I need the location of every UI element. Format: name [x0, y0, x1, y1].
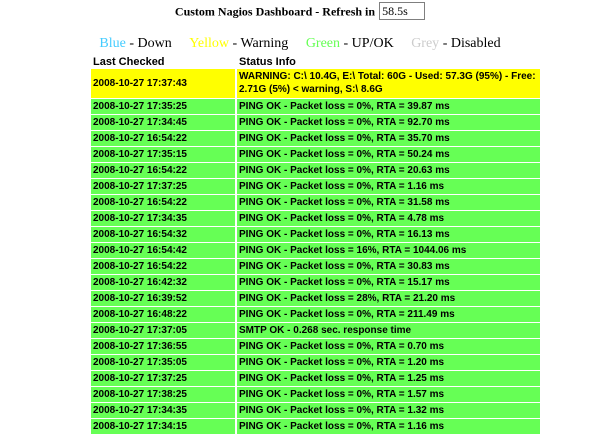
table-row [91, 403, 540, 418]
table-row [91, 291, 540, 306]
legend-label: - UP/OK [340, 36, 394, 51]
refresh-countdown-field[interactable]: 58.5s [379, 2, 425, 20]
last-checked-cell: 2008-10-27 16:54:22 [91, 195, 235, 210]
last-checked-cell: 2008-10-27 17:35:15 [91, 147, 235, 162]
legend-item-ok [306, 36, 394, 51]
table-row [91, 69, 540, 98]
status-info-cell: WARNING: C:\ 10.4G, E:\ Total: 60G - Used: 57.3G (95%) - Free: 2.71G (5%) < warning, S:\ 8.6G [237, 69, 540, 98]
table-row [91, 307, 540, 322]
table-row [91, 211, 540, 226]
status-info-cell: PING OK - Packet loss = 0%, RTA = 92.70 ms [237, 115, 540, 130]
table-row [91, 387, 540, 402]
last-checked-cell: 2008-10-27 17:36:55 [91, 339, 235, 354]
status-info-cell: PING OK - Packet loss = 0%, RTA = 1.16 ms [237, 179, 540, 194]
status-info-cell: PING OK - Packet loss = 0%, RTA = 0.70 ms [237, 339, 540, 354]
status-info-cell: PING OK - Packet loss = 0%, RTA = 15.17 ms [237, 275, 540, 290]
status-info-cell: PING OK - Packet loss = 0%, RTA = 35.70 ms [237, 131, 540, 146]
status-info-cell: PING OK - Packet loss = 0%, RTA = 50.24 ms [237, 147, 540, 162]
last-checked-cell: 2008-10-27 16:39:52 [91, 291, 235, 306]
table-row [91, 339, 540, 354]
legend-color-word: Yellow [189, 36, 230, 51]
column-header-status-info: Status Info [239, 56, 296, 68]
last-checked-cell: 2008-10-27 17:37:05 [91, 323, 235, 338]
status-info-cell: PING OK - Packet loss = 0%, RTA = 30.83 ms [237, 259, 540, 274]
last-checked-cell: 2008-10-27 17:37:25 [91, 179, 235, 194]
status-info-cell: PING OK - Packet loss = 0%, RTA = 16.13 ms [237, 227, 540, 242]
table-row [91, 115, 540, 130]
last-checked-cell: 2008-10-27 17:34:35 [91, 403, 235, 418]
last-checked-cell: 2008-10-27 17:34:15 [91, 419, 235, 434]
last-checked-cell: 2008-10-27 16:54:22 [91, 259, 235, 274]
table-row [91, 163, 540, 178]
table-row [91, 371, 540, 386]
status-legend [0, 35, 600, 53]
status-info-cell: PING OK - Packet loss = 0%, RTA = 20.63 ms [237, 163, 540, 178]
legend-item-disabled [411, 36, 500, 51]
status-info-cell: PING OK - Packet loss = 0%, RTA = 31.58 ms [237, 195, 540, 210]
last-checked-cell: 2008-10-27 17:34:45 [91, 115, 235, 130]
table-row [91, 131, 540, 146]
status-info-cell: PING OK - Packet loss = 16%, RTA = 1044.06 ms [237, 243, 540, 258]
last-checked-cell: 2008-10-27 16:54:32 [91, 227, 235, 242]
last-checked-cell: 2008-10-27 16:54:42 [91, 243, 235, 258]
status-info-cell: PING OK - Packet loss = 0%, RTA = 1.32 ms [237, 403, 540, 418]
last-checked-cell: 2008-10-27 17:37:43 [91, 69, 235, 98]
table-row [91, 323, 540, 338]
legend-item-down [99, 36, 171, 51]
legend-label: - Disabled [439, 36, 501, 51]
last-checked-cell: 2008-10-27 16:48:22 [91, 307, 235, 322]
status-info-cell: PING OK - Packet loss = 0%, RTA = 39.87 ms [237, 99, 540, 114]
status-info-cell: PING OK - Packet loss = 0%, RTA = 1.25 ms [237, 371, 540, 386]
last-checked-cell: 2008-10-27 17:37:25 [91, 371, 235, 386]
legend-color-word: Green [305, 36, 341, 51]
status-table [91, 69, 540, 435]
status-info-cell: PING OK - Packet loss = 0%, RTA = 1.16 ms [237, 419, 540, 434]
status-info-cell: PING OK - Packet loss = 0%, RTA = 4.78 ms [237, 211, 540, 226]
legend-label: - Warning [229, 36, 289, 51]
table-row [91, 227, 540, 242]
table-row [91, 275, 540, 290]
last-checked-cell: 2008-10-27 17:35:25 [91, 99, 235, 114]
table-row [91, 99, 540, 114]
status-info-cell: PING OK - Packet loss = 0%, RTA = 211.49 ms [237, 307, 540, 322]
legend-label: - Down [125, 36, 172, 51]
table-row [91, 243, 540, 258]
legend-item-warning [189, 36, 288, 51]
table-row [91, 419, 540, 434]
column-header-last-checked: Last Checked [93, 56, 165, 68]
page-title: Custom Nagios Dashboard - Refresh in [174, 4, 376, 19]
table-row [91, 355, 540, 370]
last-checked-cell: 2008-10-27 16:54:22 [91, 131, 235, 146]
table-row [91, 195, 540, 210]
last-checked-cell: 2008-10-27 17:38:25 [91, 387, 235, 402]
legend-color-word: Grey [411, 36, 440, 51]
table-row [91, 179, 540, 194]
table-row [91, 259, 540, 274]
last-checked-cell: 2008-10-27 17:34:35 [91, 211, 235, 226]
last-checked-cell: 2008-10-27 16:54:22 [91, 163, 235, 178]
status-info-cell: PING OK - Packet loss = 0%, RTA = 1.57 ms [237, 387, 540, 402]
last-checked-cell: 2008-10-27 17:35:05 [91, 355, 235, 370]
dashboard-header [0, 0, 600, 22]
last-checked-cell: 2008-10-27 16:42:32 [91, 275, 235, 290]
legend-color-word: Blue [99, 36, 126, 51]
table-row [91, 147, 540, 162]
status-info-cell: PING OK - Packet loss = 28%, RTA = 21.20 ms [237, 291, 540, 306]
status-info-cell: SMTP OK - 0.268 sec. response time [237, 323, 540, 338]
status-info-cell: PING OK - Packet loss = 0%, RTA = 1.20 ms [237, 355, 540, 370]
